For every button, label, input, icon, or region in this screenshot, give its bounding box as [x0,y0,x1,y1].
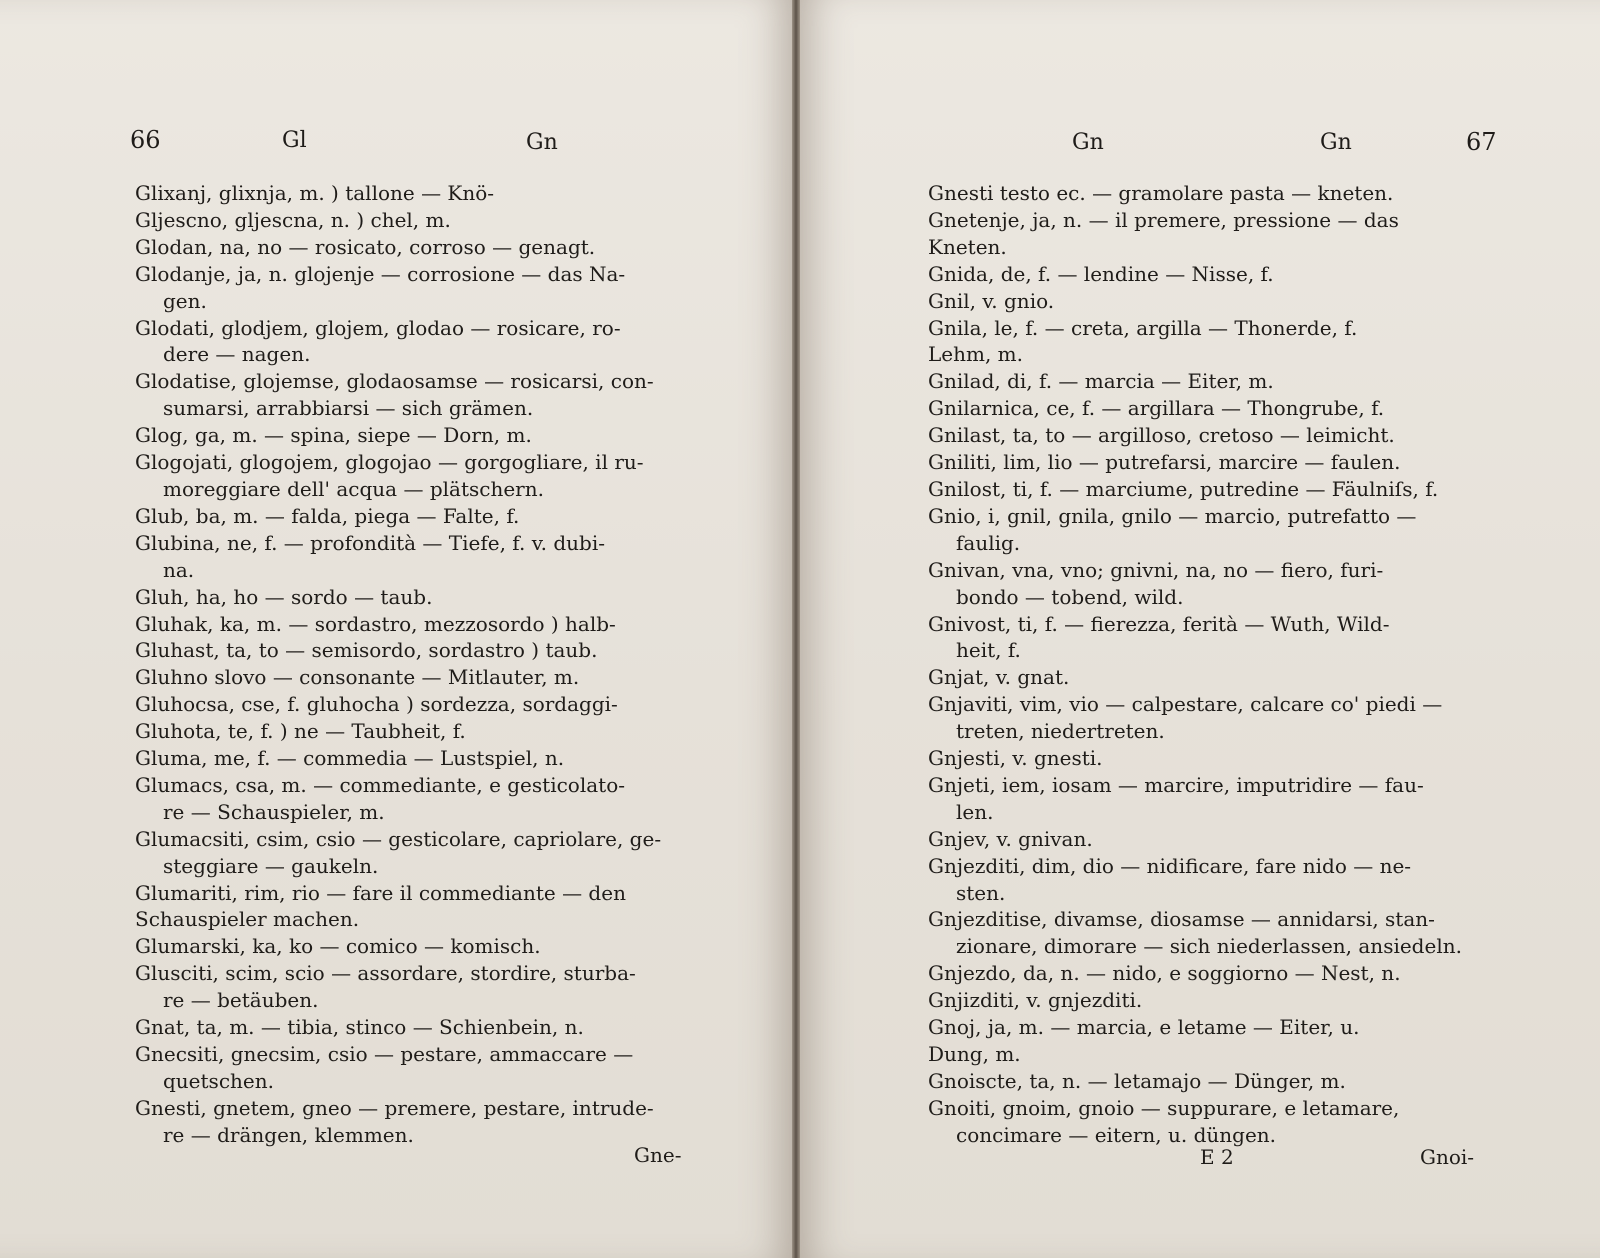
dictionary-line: Gnilast, ta, to — argilloso, cretoso — leimicht. [928,423,1395,448]
dictionary-line: len. [956,799,994,824]
dictionary-line: Gnilad, di, f. — marcia — Eiter, m. [928,369,1274,394]
dictionary-line: steggiare — gaukeln. [163,853,379,878]
dictionary-line: Gniliti, lim, lio — putrefarsi, marcire — faulen. [928,450,1401,475]
dictionary-line: Gnjezditi, dim, dio — nidificare, fare nido — ne- [928,853,1412,878]
dictionary-line: Glusciti, scim, scio — assordare, stordire, sturba- [135,961,636,986]
dictionary-line: Gluh, ha, ho — sordo — taub. [135,584,433,609]
dictionary-line: Gluhocsa, cse, f. gluhocha ) sordezza, sordaggi- [135,692,618,717]
right-page [800,0,1600,1258]
running-head-left: Gl [282,128,307,153]
dictionary-line: Gluhota, te, f. ) ne — Taubheit, f. [135,719,466,744]
dictionary-line: Gnivost, ti, f. — fierezza, ferità — Wuth, Wild- [928,611,1390,636]
dictionary-line: re — drängen, klemmen. [163,1122,414,1147]
dictionary-line: sten. [956,880,1006,905]
dictionary-line: Glog, ga, m. — spina, siepe — Dorn, m. [135,423,532,448]
dictionary-line: gen. [163,288,207,313]
dictionary-line: Gnecsiti, gnecsim, csio — pestare, ammaccare — [135,1042,634,1066]
dictionary-line: re — betäuben. [163,988,319,1013]
dictionary-line: Gnjev, v. gnivan. [928,826,1093,851]
dictionary-column [135,180,735,1149]
dictionary-line: Kneten. [928,234,1007,259]
dictionary-line: Gnjaviti, vim, vio — calpestare, calcare co' piedi — [928,692,1443,717]
dictionary-line: Gnoiti, gnoim, gnoio — suppurare, e letamare, [928,1095,1400,1120]
dictionary-line: Lehm, m. [928,342,1023,367]
dictionary-line: Dung, m. [928,1042,1021,1066]
dictionary-line: Glumariti, rim, rio — fare il commediante — den [135,880,626,905]
dictionary-line: Gnjizditi, v. gnjezditi. [928,988,1143,1013]
dictionary-line: concimare — eitern, u. düngen. [956,1122,1277,1147]
dictionary-line: Gluma, me, f. — commedia — Lustspiel, n. [135,746,565,771]
dictionary-line: moreggiare dell' acqua — plätschern. [163,476,544,501]
dictionary-column [928,180,1488,1149]
dictionary-line: Glumacs, csa, m. — commediante, e gesticolato- [135,772,625,797]
dictionary-line: Glodati, glodjem, glojem, glodao — rosicare, ro- [135,315,621,340]
dictionary-line: Gluhak, ka, m. — sordastro, mezzosordo ) halb- [135,611,616,636]
dictionary-line: Gljescno, gljescna, n. ) chel, m. [135,207,451,232]
dictionary-line: Glumarski, ka, ko — comico — komisch. [135,934,541,959]
dictionary-line: Gnil, v. gnio. [928,288,1055,313]
dictionary-line: Gnilost, ti, f. — marciume, putredine — Fäulniſs, f. [928,476,1439,501]
dictionary-line: Glub, ba, m. — falda, piega — Falte, f. [135,503,520,528]
dictionary-line: Glumacsiti, csim, csio — gesticolare, capriolare, ge- [135,826,662,851]
dictionary-line: re — Schauspieler, m. [163,799,385,824]
dictionary-line: sumarsi, arrabbiarsi — sich grämen. [163,396,534,421]
dictionary-line: faulig. [956,530,1021,555]
dictionary-line: Gnjat, v. gnat. [928,665,1070,690]
running-head-right: Gn [526,130,558,155]
dictionary-line: Schauspieler machen. [135,907,360,932]
dictionary-line: Glodan, na, no — rosicato, corroso — genagt. [135,234,596,259]
dictionary-line: Gnesti, gnetem, gneo — premere, pestare, intrude- [135,1095,654,1120]
dictionary-line: Gnjesti, v. gnesti. [928,746,1103,771]
dictionary-line: Gluhast, ta, to — semisordo, sordastro ) taub. [135,638,598,663]
page-number: 66 [130,126,161,154]
dictionary-line: Gnat, ta, m. — tibia, stinco — Schienbein, n. [135,1015,584,1040]
page-number: 67 [1466,128,1497,156]
left-page [0,0,792,1258]
dictionary-line: heit, f. [956,638,1021,663]
dictionary-line: Gnio, i, gnil, gnila, gnilo — marcio, putrefatto — [928,503,1417,528]
dictionary-line: zionare, dimorare — sich niederlassen, ansiedeln. [956,934,1462,959]
dictionary-line: Glixanj, glixnja, m. ) tallone — Knö- [135,181,495,205]
dictionary-line: Gnila, le, f. — creta, argilla — Thonerde, f. [928,315,1358,340]
dictionary-line: bondo — tobend, wild. [956,584,1184,609]
catchword: Gne- [634,1143,682,1167]
dictionary-line: Gnilarnica, ce, f. — argillara — Thongrube, f. [928,396,1385,421]
dictionary-line: Gnoj, ja, m. — marcia, e letame — Eiter, u. [928,1015,1360,1040]
dictionary-line: treten, niedertreten. [956,719,1165,744]
dictionary-line: Gnida, de, f. — lendine — Nisse, f. [928,261,1274,286]
dictionary-line: Gnesti testo ec. — gramolare pasta — kneten. [928,181,1394,205]
running-head-right: Gn [1320,130,1352,155]
dictionary-line: Gnetenje, ja, n. — il premere, pressione — das [928,207,1399,232]
catchword: Gnoi- [1420,1145,1475,1169]
running-head-left: Gn [1072,130,1104,155]
dictionary-line: Glodanje, ja, n. glojenje — corrosione — das Na- [135,261,626,286]
signature-mark: E 2 [1200,1145,1234,1169]
dictionary-line: Gnjezditise, divamse, diosamse — annidarsi, stan- [928,907,1435,932]
dictionary-line: Gnjezdo, da, n. — nido, e soggiorno — Nest, n. [928,961,1401,986]
dictionary-line: Gnivan, vna, vno; gnivni, na, no — fiero, furi- [928,557,1384,582]
dictionary-line: quetschen. [163,1068,274,1093]
dictionary-line: Gnoiscte, ta, n. — letamajo — Dünger, m. [928,1068,1346,1093]
dictionary-line: dere — nagen. [163,342,311,367]
book-gutter [792,0,800,1258]
dictionary-line: Gnjeti, iem, iosam — marcire, imputridire — fau- [928,772,1424,797]
dictionary-line: Glogojati, glogojem, glogojao — gorgogliare, il ru- [135,450,644,475]
dictionary-line: na. [163,557,195,582]
dictionary-line: Gluhno slovo — consonante — Mitlauter, m. [135,665,580,690]
dictionary-line: Glubina, ne, f. — profondità — Tiefe, f. v. dubi- [135,530,605,555]
dictionary-line: Glodatise, glojemse, glodaosamse — rosicarsi, con- [135,369,654,394]
